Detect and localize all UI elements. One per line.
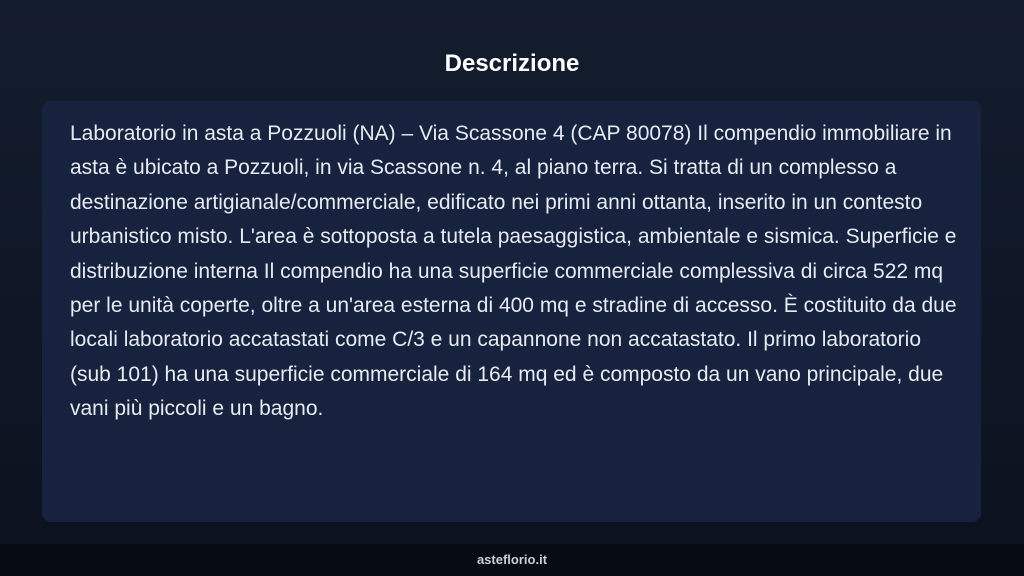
page-title: Descrizione xyxy=(444,50,580,77)
description-card xyxy=(42,101,981,522)
footer-bar xyxy=(0,544,1024,576)
description-text: Laboratorio in asta a Pozzuoli (NA) – Via Scassone 4 (CAP 80078) Il compendio immobiliare in asta è ubicato a Pozzuoli, in via Scassone n. 4, al piano terra. Si tratta di un complesso a destinazione artigianale/commerciale, edificato nei primi anni ottanta, inserito in un contesto urbanistico misto. L'area è sottoposta a tutela paesaggistica, ambientale e sismica. Superficie e distribuzione interna Il compendio ha una superficie commerciale complessiva di circa 522 mq per le unità coperte, oltre a un'area esterna di 400 mq e stradine di accesso. È costituito da due locali laboratorio accatastati come C/3 e un capannone non accatastato. Il primo laboratorio (sub 101) ha una superficie commerciale di 164 mq ed è composto da un vano principale, due vani più piccoli e un bagno. xyxy=(70,122,957,421)
footer-site-name: asteflorio.it xyxy=(476,552,548,567)
